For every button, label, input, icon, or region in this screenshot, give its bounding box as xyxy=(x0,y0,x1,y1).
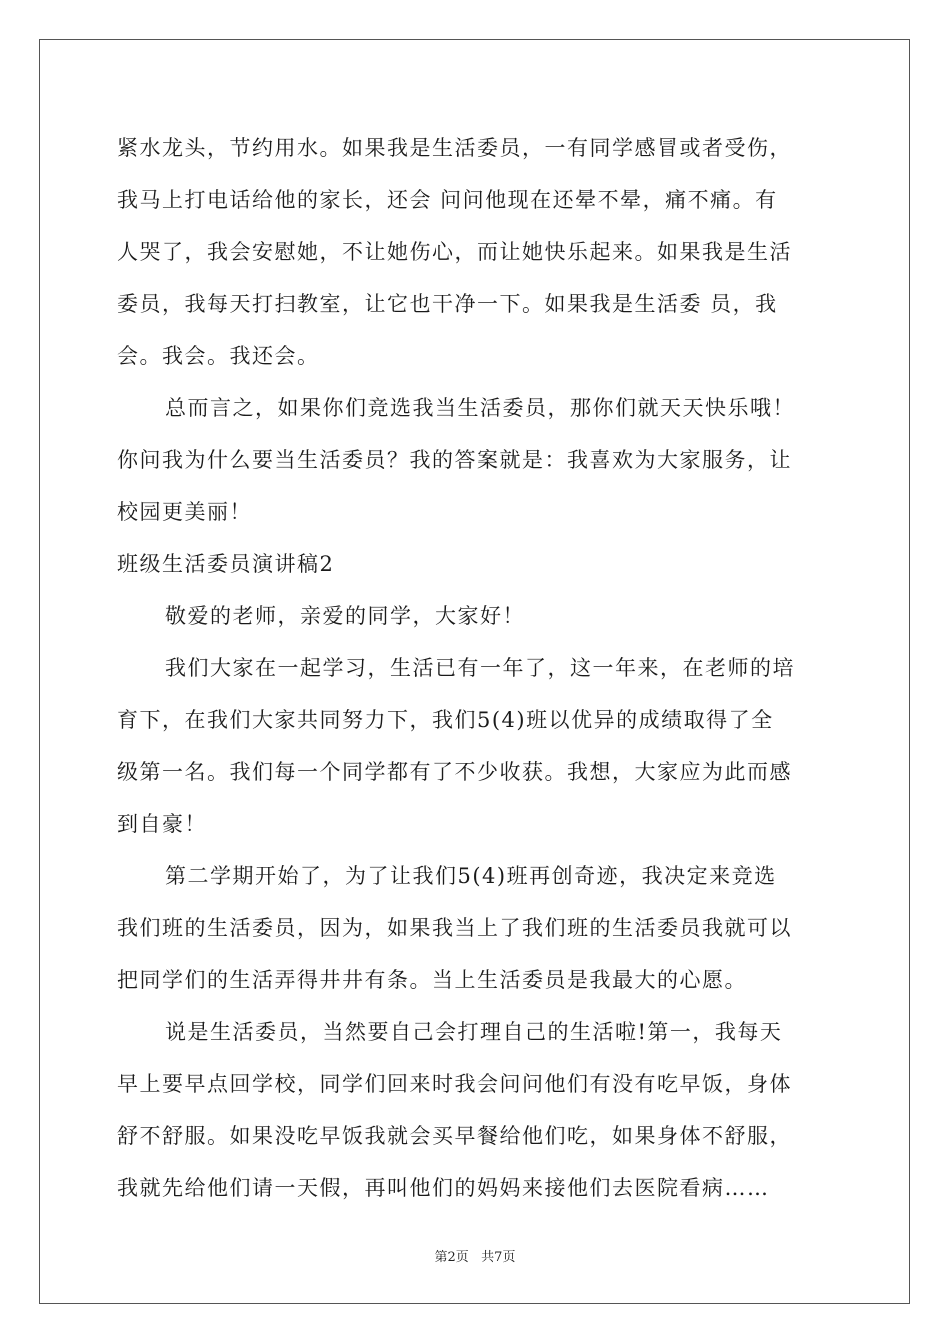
text-line: 我们班的生活委员，因为，如果我当上了我们班的生活委员我就可以 xyxy=(117,916,792,940)
text-line: 把同学们的生活弄得井井有条。当上生活委员是我最大的心愿。 xyxy=(117,968,747,992)
text-line: 总而言之，如果你们竞选我当生活委员，那你们就天天快乐哦！ xyxy=(165,396,795,420)
text-line: 我就先给他们请一天假，再叫他们的妈妈来接他们去医院看病…… xyxy=(117,1176,770,1200)
text-line: 委员，我每天打扫教室，让它也干净一下。如果我是生活委 员，我 xyxy=(117,292,778,316)
text-line: 育下，在我们大家共同努力下，我们5(4)班以优异的成绩取得了全 xyxy=(117,708,774,732)
page-footer: 第2页 共7页 xyxy=(434,1250,516,1265)
text-line: 舒不舒服。如果没吃早饭我就会买早餐给他们吃，如果身体不舒服， xyxy=(117,1124,792,1148)
text-line: 我们大家在一起学习，生活已有一年了，这一年来，在老师的培 xyxy=(165,656,795,680)
text-line: 你问我为什么要当生活委员？我的答案就是：我喜欢为大家服务，让 xyxy=(117,448,792,472)
text-line: 班级生活委员演讲稿2 xyxy=(117,552,335,576)
text-line: 我马上打电话给他的家长，还会 问问他现在还晕不晕，痛不痛。有 xyxy=(117,188,778,212)
text-line: 第二学期开始了，为了让我们5(4)班再创奇迹，我决定来竞选 xyxy=(165,864,777,888)
text-line: 敬爱的老师，亲爱的同学，大家好！ xyxy=(165,604,525,628)
document-body xyxy=(117,122,837,1214)
text-line: 人哭了，我会安慰她，不让她伤心，而让她快乐起来。如果我是生活 xyxy=(117,240,792,264)
text-line: 到自豪！ xyxy=(117,812,207,836)
text-line: 校园更美丽！ xyxy=(117,500,252,524)
text-line: 级第一名。我们每一个同学都有了不少收获。我想，大家应为此而感 xyxy=(117,760,792,784)
text-line: 紧水龙头，节约用水。如果我是生活委员，一有同学感冒或者受伤， xyxy=(117,136,792,160)
text-line: 早上要早点回学校，同学们回来时我会问问他们有没有吃早饭，身体 xyxy=(117,1072,792,1096)
text-line: 说是生活委员，当然要自己会打理自己的生活啦!第一，我每天 xyxy=(165,1020,783,1044)
text-line: 会。我会。我还会。 xyxy=(117,344,320,368)
